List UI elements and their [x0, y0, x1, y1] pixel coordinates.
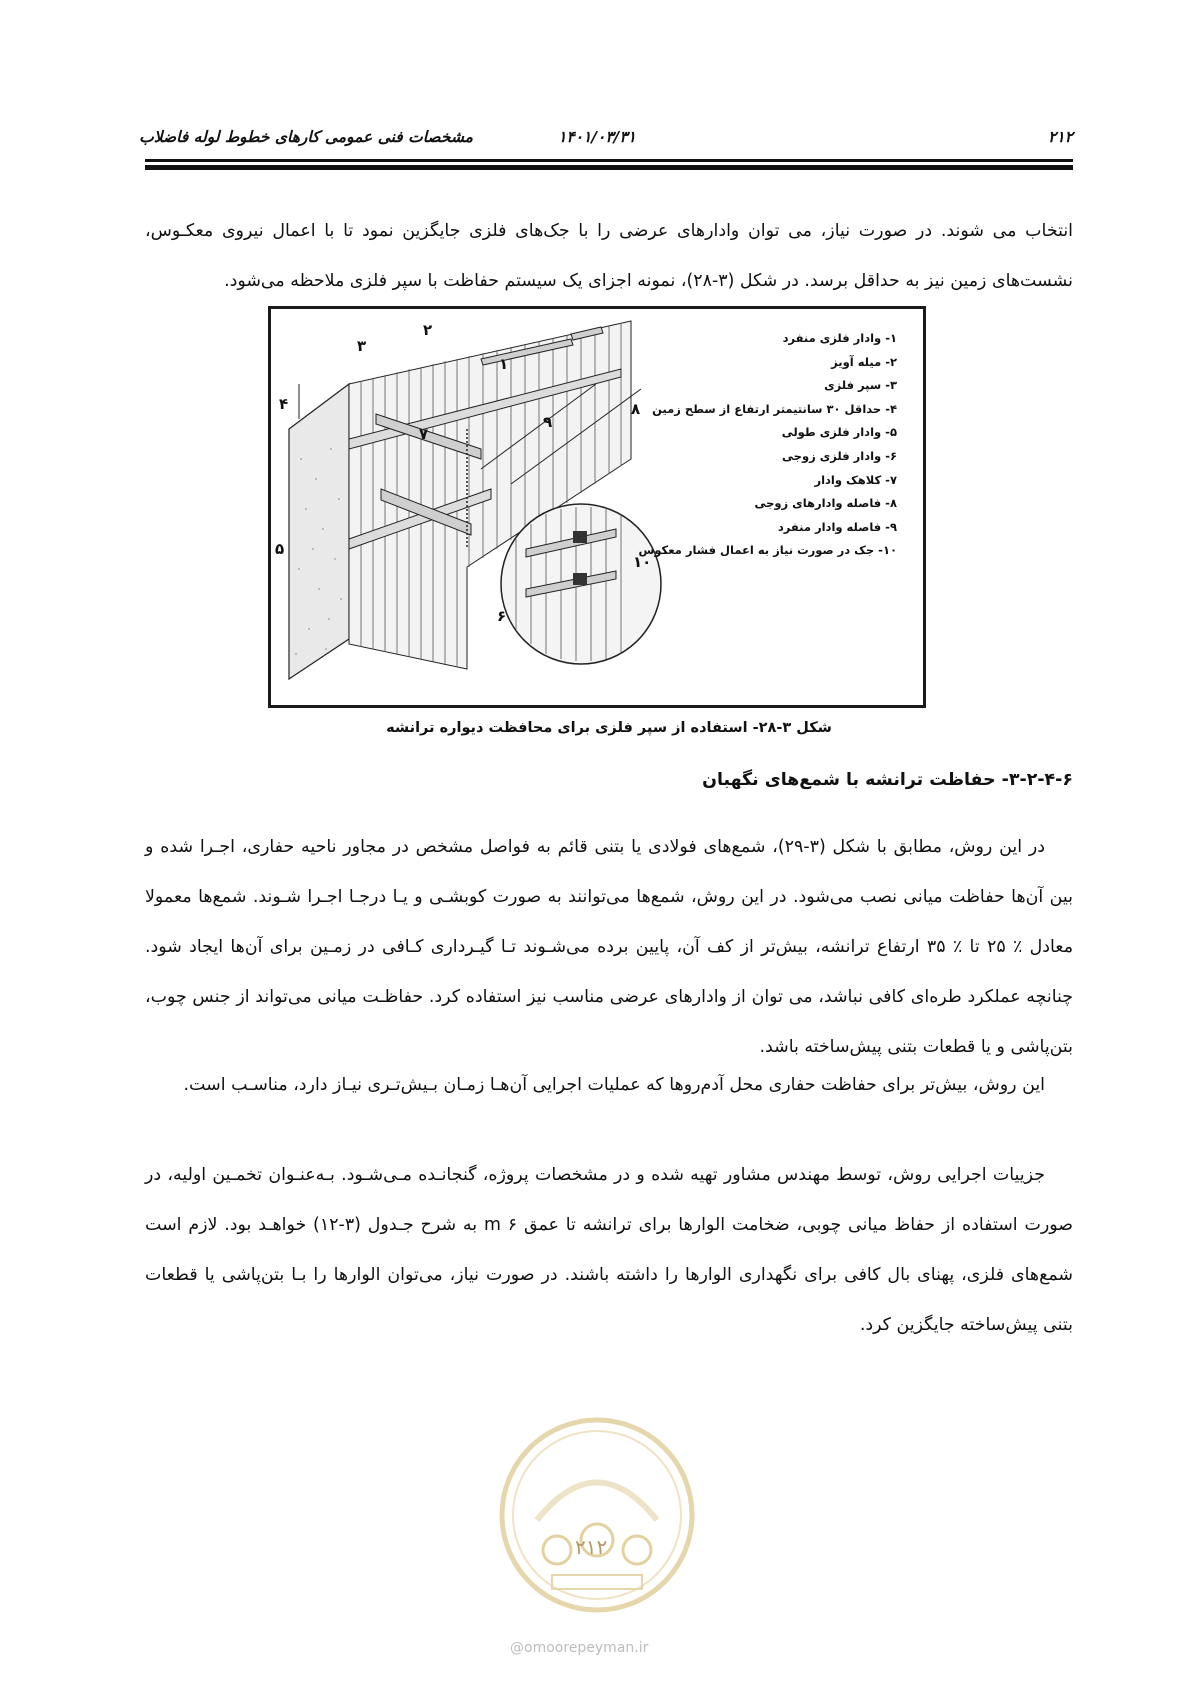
figure-caption: شکل ۳-۲۸- استفاده از سپر فلزی برای محافظت دیواره ترانشه: [386, 720, 832, 736]
figure-legend: [638, 327, 897, 563]
callout-2: ۲: [423, 321, 433, 339]
callout-1: ۱: [499, 355, 509, 373]
callout-6: ۶: [497, 607, 507, 625]
watermark-page-number: ۲۱۲: [575, 1535, 608, 1559]
callout-10: ۱۰: [633, 553, 652, 571]
page-header: [139, 128, 1073, 152]
legend-item: ۳- سپر فلزی: [824, 378, 897, 393]
callout-8: ۸: [631, 400, 641, 418]
legend-item: ۱- وادار فلزی منفرد: [782, 331, 897, 345]
callout-9: ۹: [543, 413, 553, 431]
header-title: مشخصات فنی عمومی کارهای خطوط لوله فاضلاب: [139, 128, 473, 146]
legend-item: ۱۰- جک در صورت نیاز به اعمال فشار معکوس: [638, 543, 897, 558]
watermark-seal-logo: [497, 1415, 697, 1615]
watermark-url: @omoorepeyman.ir: [510, 1640, 649, 1656]
legend-item: ۶- وادار فلزی زوجی: [782, 448, 897, 463]
legend-item: ۵- وادار فلزی طولی: [781, 425, 897, 440]
legend-item: ۷- کلاهک وادار: [814, 472, 897, 487]
legend-item: ۲- میله آویز: [831, 354, 897, 369]
soil-wall: [289, 384, 349, 679]
callout-5: ۵: [275, 540, 285, 558]
section-heading: ۳-۲-۴-۶- حفاظت ترانشه با شمع‌های نگهبان: [702, 770, 1073, 790]
header-page-number: ۲۱۲: [1048, 128, 1073, 146]
paragraph: جزییات اجرایی روش، توسط مهندس مشاور تهیه شده و در مشخصات پروژه، گنجانـده مـی‌شـود. بـه‌عنـوان تخمـین اولیه، در صورت استفاده از حفاظ میانی چوبی، ضخامت الوارها برای ترانشه تا عمق ۶ m به شرح جـدول (۳-۱۲) خواهـد بود. لازم است شمع‌های فلزی، پهنای بال کافی برای نگهداری الوارها را داشته باشند. در صورت نیاز، می‌توان الوارها را بـا بتن‌پاشی یا قطعات بتنی پیش‌ساخته جایگزین کرد.: [145, 1165, 1073, 1335]
header-rule-thick: [145, 165, 1073, 170]
legend-item: ۴- حداقل ۳۰ سانتیمتر ارتفاع از سطح زمین: [652, 401, 897, 416]
callout-7: ۷: [419, 425, 429, 443]
inset-detail-jack: [501, 504, 661, 664]
paragraph: این روش، بیش‌تر برای حفاظت حفاری محل آدم‌روها که عملیات اجرایی آن‌هـا زمـان بـیش‌تـری نیـاز دارد، مناسـب است.: [183, 1075, 1045, 1095]
header-date: ۱۴۰۱/۰۳/۳۱: [558, 128, 636, 146]
legend-item: ۹- فاصله وادار منفرد: [777, 519, 897, 534]
figure-frame: [268, 306, 926, 708]
legend-item: ۸- فاصله وادارهای زوجی: [754, 496, 897, 511]
intro-paragraph: انتخاب می شوند. در صورت نیاز، می توان وادارهای عرضی را با جک‌های فلزی جایگزین نمود تا با اعمال نیروی معکـوس، نشست‌های زمین نیز به حداقل برسد. در شکل (۳-۲۸)، نمونه اجزای یک سیستم حفاظت با سپر فلزی ملاحظه می‌شود.: [145, 221, 1073, 291]
callout-3: ۳: [357, 337, 367, 355]
header-rule-thin: [145, 159, 1073, 162]
callout-4: ۴: [279, 395, 289, 413]
paragraph: در این روش، مطابق با شکل (۳-۲۹)، شمع‌های فولادی یا بتنی قائم به فواصل مشخص در مجاور ناحیه حفاری، اجـرا شده و بین آن‌ها حفاظت میانی نصب می‌شود. در این روش، شمع‌ها می‌توانند به صورت کوبشـی و یـا درجـا اجـرا شـوند. شمع‌ها معمولا معادل ٪ ۲۵ تا ٪ ۳۵ ارتفاع ترانشه، بیش‌تر از کف آن، پایین برده می‌شـوند تـا گیـرداری کـافی در زمـین برای آن‌ها ایجاد شود. چنانچه عملکرد طره‌ای کافی نباشد، می توان از وادارهای عرضی مناسب نیز استفاده کرد. حفاظـت میانی می‌تواند از جنس چوب، بتن‌پاشی و یا قطعات بتنی پیش‌ساخته باشد.: [145, 837, 1074, 1057]
